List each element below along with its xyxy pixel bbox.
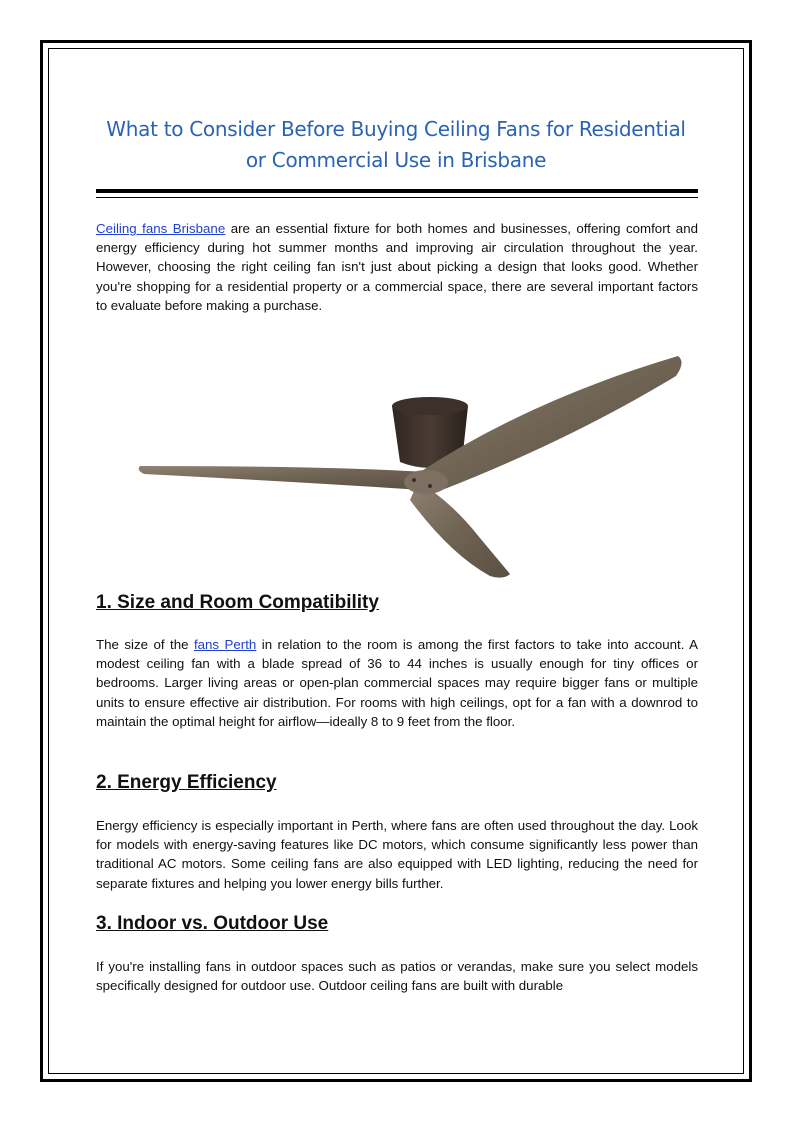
section-heading-size: 1. Size and Room Compatibility — [96, 592, 379, 613]
page-title: What to Consider Before Buying Ceiling Fans for Residential or Commercial Use in Brisbane — [106, 117, 686, 172]
ceiling-fan-image — [130, 340, 690, 580]
section-heading-indoor-outdoor: 3. Indoor vs. Outdoor Use — [96, 913, 329, 934]
intro-paragraph — [96, 219, 698, 315]
title-divider-thin — [96, 197, 698, 198]
section-heading-energy: 2. Energy Efficiency — [96, 772, 277, 793]
intro-text: are an essential fixture for both homes and businesses, offering comfort and energy efficiency during hot summer months and improving air circulation throughout the year. However, choosing the right ceiling fan isn't just about picking a design that looks good. Whether you're shopping for a residential property or a commercial space, there are several important factors to evaluate before making a purchase. — [96, 221, 698, 313]
section-paragraph-energy: Energy efficiency is especially important in Perth, where fans are often used throughout the day. Look for models with energy-saving features like DC motors, which consume significantly less power than traditional AC motors. Some ceiling fans are also equipped with LED lighting, reducing the need for separate fixtures and helping you lower energy bills further. — [96, 818, 698, 891]
section-paragraph-indoor-outdoor: If you're installing fans in outdoor spaces such as patios or verandas, make sure you select models specifically designed for outdoor use. Outdoor ceiling fans are built with durable — [96, 959, 698, 994]
title-divider-thick — [96, 189, 698, 193]
ceiling-fans-brisbane-link[interactable]: Ceiling fans Brisbane — [96, 221, 226, 236]
fans-perth-link[interactable]: fans Perth — [193, 637, 257, 652]
section-paragraph-size: The size of the fans Perth in relation to the room is among the first factors to take into account. A modest ceiling fan with a blade spread of 36 to 44 inches is usually enough for tiny offices or bedrooms. Larger living areas or open-plan commercial spaces may require bigger fans or multiple units to ensure effective air distribution. For rooms with high ceilings, opt for a fan with a downrod to maintain the optimal height for airflow—ideally 8 to 9 feet from the floor. — [96, 637, 699, 729]
